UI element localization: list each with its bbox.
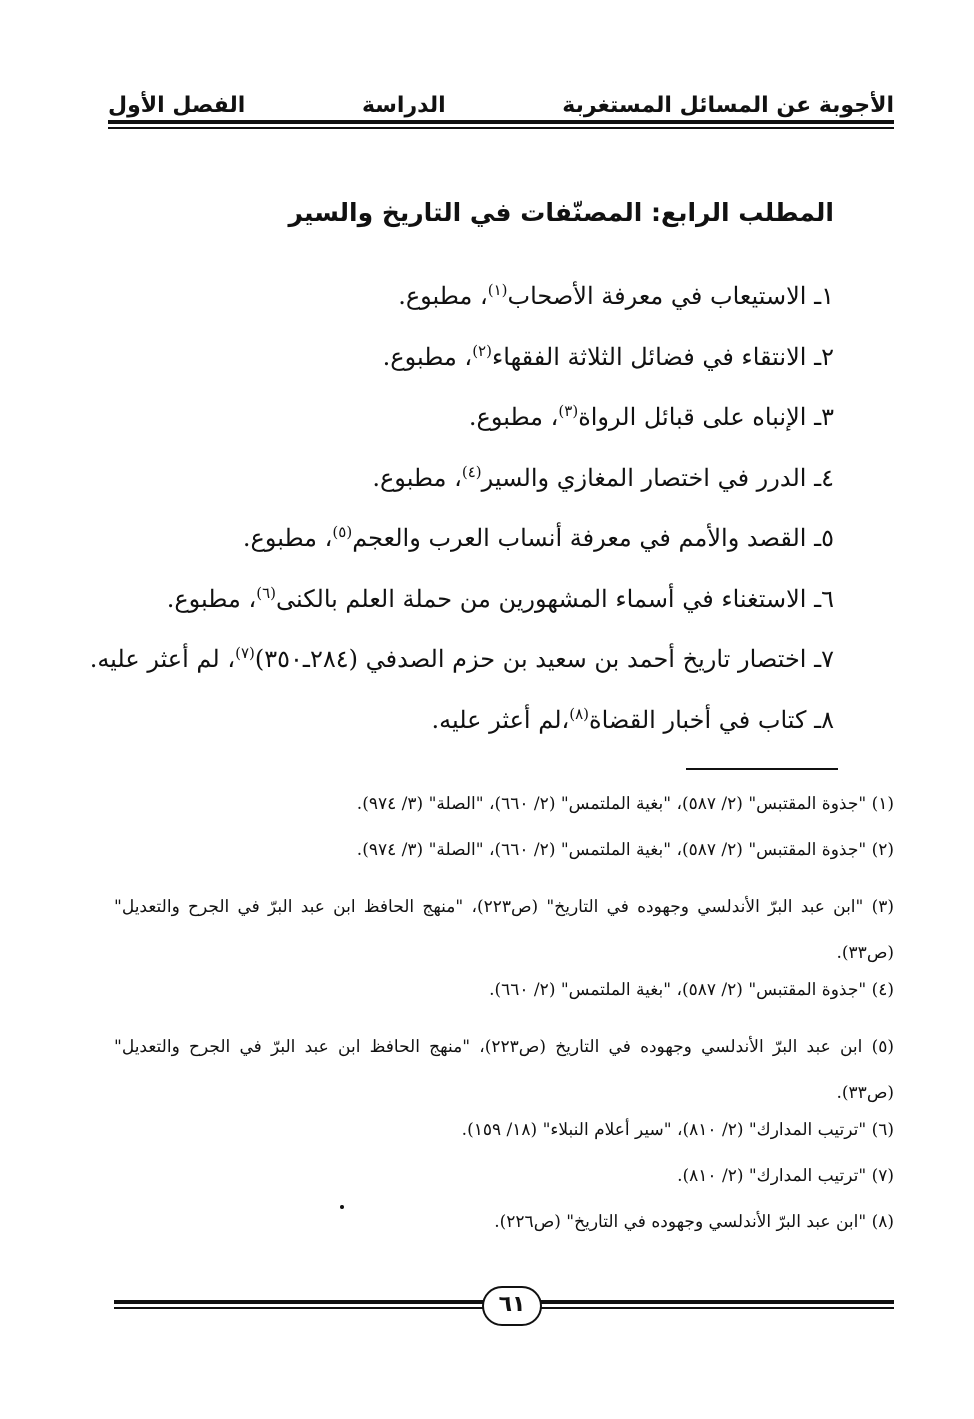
list-item: ٧ـ اختصار تاريخ أحمد بن سعيد بن حزم الصدفي (٢٨٤ـ٣٥٠)$^{(٧)}$، لم أعثر عليه. — [89, 644, 834, 673]
page-number: ٦١ — [482, 1286, 542, 1326]
footnote: (٢) "جذوة المقتبس" (٢/ ٥٨٧)، "بغية الملتمس" (٢/ ٦٦٠)، "الصلة" (٣/ ٩٧٤). — [356, 840, 894, 860]
footnote-separator — [686, 768, 838, 770]
stray-mark — [340, 1205, 344, 1209]
footnote: (٨) "ابن عبد البرّ الأندلسي وجهوده في التاريخ" (ص٢٢٦). — [494, 1212, 894, 1232]
section-heading: المطلب الرابع: المصنّفات في التاريخ والسير — [288, 198, 834, 227]
list-item: ٣ـ الإنباه على قبائل الرواة$^{(٣)}$، مطبوع. — [468, 402, 834, 431]
footnote: (٦) "ترتيب المدارك" (٢/ ٨١٠)، "سير أعلام النبلاء" (١٨/ ١٥٩). — [461, 1120, 894, 1140]
list-item: ٦ـ الاستغناء في أسماء المشهورين من حملة العلم بالكنى$^{(٦)}$، مطبوع. — [166, 583, 834, 613]
list-item: ٤ـ الدرر في اختصار المغازي والسير$^{(٤)}$، مطبوع. — [372, 462, 834, 492]
footnote: (٤) "جذوة المقتبس" (٢/ ٥٨٧)، "بغية الملتمس" (٢/ ٦٦٠). — [489, 980, 894, 1000]
footnote: (٣) "ابن عبد البرّ الأندلسي وجهوده في التاريخ" (ص٢٢٣)، "منهج الحافظ ابن عبد البرّ في الجرح والتعديل" (ص٣٣). — [114, 897, 894, 963]
header-rule-thick — [108, 120, 894, 124]
header-book-title: الأجوبة عن المسائل المستغربة — [562, 93, 894, 118]
header-chapter: الفصل الأول — [108, 93, 246, 118]
header-rule-thin — [108, 127, 894, 129]
list-item: ١ـ الاستيعاب في معرفة الأصحاب$^{(١)}$، مطبوع. — [398, 281, 834, 310]
footnote: (٧) "ترتيب المدارك" (٢/ ٨١٠). — [677, 1166, 894, 1186]
header-section: الدراسة — [361, 93, 446, 118]
running-header — [108, 78, 894, 118]
list-item: ٢ـ الانتقاء في فضائل الثلاثة الفقهاء$^{(٢)}$، مطبوع. — [382, 341, 834, 371]
footnote: (١) "جذوة المقتبس" (٢/ ٥٨٧)، "بغية الملتمس" (٢/ ٦٦٠)، "الصلة" (٣/ ٩٧٤). — [356, 794, 894, 814]
list-item: ٥ـ القصد والأمم في معرفة أنساب العرب والعجم$^{(٥)}$، مطبوع. — [242, 523, 834, 552]
list-item: ٨ـ كتاب في أخبار القضاة$^{(٨)}$،لم أعثر عليه. — [431, 704, 834, 734]
footnote: (٥) ابن عبد البرّ الأندلسي وجهوده في التاريخ (ص٢٢٣)، "منهج الحافظ ابن عبد البرّ في الجرح والتعديل" (ص٣٣). — [114, 1037, 894, 1103]
works-list — [89, 268, 834, 752]
footnotes — [114, 792, 894, 1256]
